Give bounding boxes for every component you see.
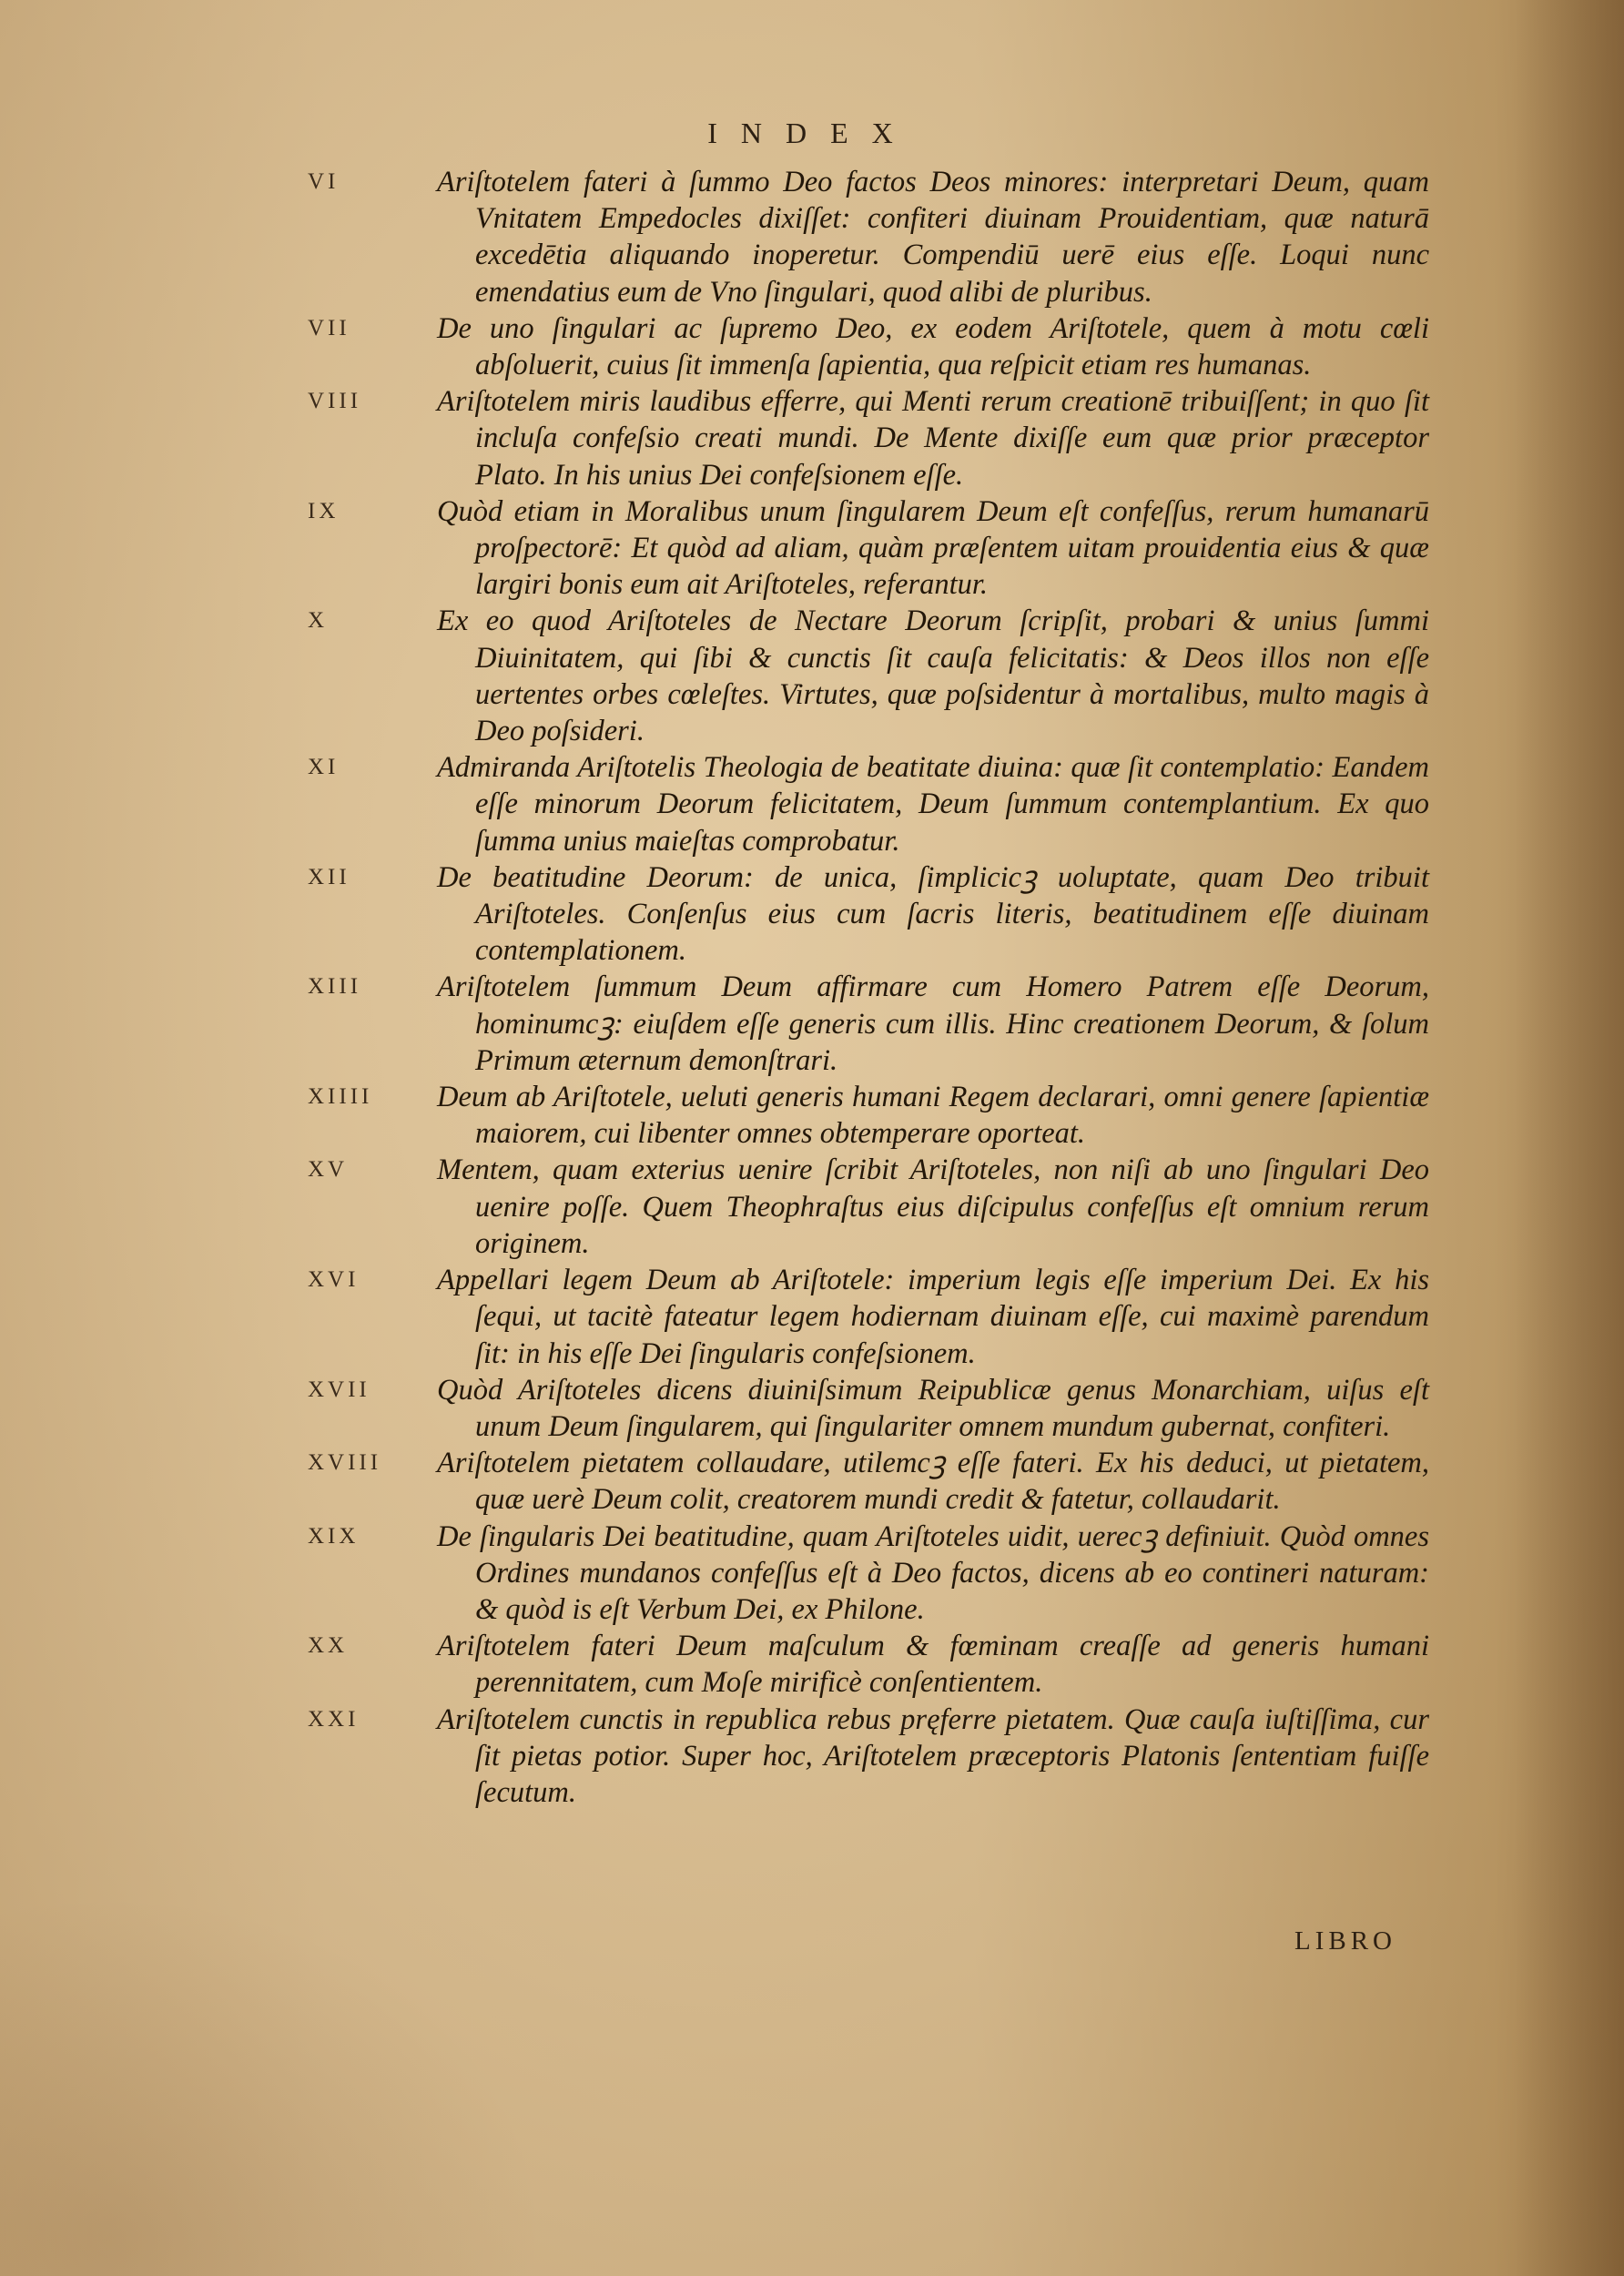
entry-text: Deum ab Ariſtotele, ueluti generis humani Regem declarari, omni genere ſapientiæ maiorem, cui libenter omnes obtemperare oporteat. — [437, 1081, 1429, 1151]
entry-text: Admiranda Ariſtotelis Theologia de beatitate diuina: quæ ſit contemplatio: Eandem eſſe minorum Deorum felicitatem, Deum ſummum contemplantium. Ex quo ſumma unius maieſtas comprobatur. — [437, 751, 1429, 858]
index-entries — [310, 164, 1429, 1811]
entry-text: Ariſtotelem ſummum Deum affirmare cum Homero Patrem eſſe Deorum, hominumcꝫ: eiuſdem eſſe generis cum illis. Hinc creationem Deorum, & ſolum Primum æternum demonſtrari. — [437, 970, 1429, 1077]
index-entry — [310, 1079, 1429, 1152]
entry-numeral: VII — [308, 315, 350, 340]
page-stain — [0, 1894, 546, 2276]
entry-text: Ariſtotelem miris laudibus efferre, qui Menti rerum creationē tribuiſſent; in quo ſit incluſa confeſsio creati mundi. De Mente dixiſſe eum quæ prior præceptor Plato. In his unius Dei confeſsionem eſſe. — [437, 385, 1429, 492]
entry-numeral: IX — [308, 498, 340, 523]
entry-numeral: XI — [308, 755, 340, 780]
entry-numeral: XIII — [308, 974, 362, 1000]
index-entry — [310, 1152, 1429, 1262]
entry-text: Ariſtotelem cunctis in republica rebus pręferre pietatem. Quæ cauſa iuſtiſſima, cur ſit pietas potior. Super hoc, Ariſtotelem præceptoris Platonis ſententiam fuiſſe ſecutum. — [437, 1702, 1429, 1809]
entry-text: Mentem, quam exterius uenire ſcribit Ariſtoteles, non niſi ab uno ſingulari Deo uenire poſſe. Quem Theophraſtus eius diſcipulus confeſſus eſt omnium rerum originem. — [437, 1153, 1429, 1260]
index-entry — [310, 603, 1429, 749]
entry-numeral: XX — [308, 1633, 349, 1659]
index-entry — [310, 1372, 1429, 1445]
entry-numeral: XIIII — [308, 1084, 373, 1110]
entry-text: Ariſtotelem fateri Deum maſculum & fœminam creaſſe ad generis humani perennitatem, cum Moſe mirificè conſentientem. — [437, 1630, 1429, 1700]
entry-numeral: XVII — [308, 1377, 370, 1402]
entry-numeral: XIX — [308, 1523, 360, 1549]
index-entry — [310, 1519, 1429, 1629]
index-entry — [310, 164, 1429, 310]
page-header: INDEX — [707, 117, 917, 149]
index-entry — [310, 1262, 1429, 1372]
entry-text: Quòd Ariſtoteles dicens diuiniſsimum Reipublicæ genus Monarchiam, uiſus eſt unum Deum ſingularem, qui ſingulariter omnem mundum gubernat, confiteri. — [437, 1373, 1429, 1443]
entry-text: De uno ſingulari ac ſupremo Deo, ex eodem Ariſtotele, quem à motu cœli abſoluerit, cuius ſit immenſa ſapientia, qua reſpicit etiam res humanas. — [437, 311, 1429, 382]
page-edge-shadow — [1515, 0, 1624, 2276]
entry-numeral: XVI — [308, 1267, 360, 1293]
index-entry — [310, 749, 1429, 859]
index-entry — [310, 969, 1429, 1079]
entry-text: Appellari legem Deum ab Ariſtotele: imperium legis eſſe imperium Dei. Ex his ſequi, ut tacitè fateatur legem hodiernam diuinam eſſe, cui maximè parendum ſit: in his eſſe Dei ſingularis confeſsionem. — [437, 1264, 1429, 1370]
entry-text: Ariſtotelem fateri à ſummo Deo factos Deos minores: interpretari Deum, quam Vnitatem Empedocles dixiſſet: confiteri diuinam Prouidentiam, quæ naturā excedētia aliquando inoperetur. Compendiū uerē eius eſſe. Loqui nunc emendatius eum de Vno ſingulari, quod alibi de pluribus. — [437, 166, 1429, 309]
index-entry — [310, 859, 1429, 970]
entry-numeral: XXI — [308, 1706, 360, 1732]
index-entry — [310, 1702, 1429, 1812]
index-entry — [310, 383, 1429, 493]
entry-text: Ariſtotelem pietatem collaudare, utilemcꝫ eſſe fateri. Ex his deduci, ut pietatem, quæ uerè Deum colit, creatorem mundi credit & fatetur, collaudarit. — [437, 1447, 1429, 1517]
index-entry — [310, 493, 1429, 604]
entry-text: Ex eo quod Ariſtoteles de Nectare Deorum ſcripſit, probari & unius ſummi Diuinitatem, qui ſibi & cunctis ſit cauſa felicitatis: & Deos illos non eſſe uertentes orbes cœleſtes. Virtutes, quæ poſsidentur à mortalibus, multo magis à Deo poſsideri. — [437, 605, 1429, 748]
catchword: LIBRO — [1294, 1926, 1396, 1956]
entry-text: De ſingularis Dei beatitudine, quam Ariſtoteles uidit, uerecꝫ definiuit. Quòd omnes Ordines mundanos confeſſus eſt à Deo factos, dicens ab eo contineri naturam: & quòd is eſt Verbum Dei, ex Philone. — [437, 1519, 1429, 1626]
index-entry — [310, 310, 1429, 383]
entry-numeral: X — [308, 608, 329, 634]
entry-numeral: XVIII — [308, 1450, 382, 1476]
entry-numeral: VI — [308, 169, 340, 194]
entry-numeral: VIII — [308, 389, 362, 414]
entry-numeral: XII — [308, 864, 350, 889]
index-entry — [310, 1628, 1429, 1701]
index-entry — [310, 1445, 1429, 1518]
entry-text: De beatitudine Deorum: de unica, ſimplicicꝫ uoluptate, quam Deo tribuit Ariſtoteles. Conſenſus eius cum ſacris literis, beatitudinem eſſe diuinam contemplationem. — [437, 860, 1429, 968]
entry-text: Quòd etiam in Moralibus unum ſingularem Deum eſt confeſſus, rerum humanarū proſpectorē: Et quòd ad aliam, quàm præſentem uitam prouidentia eius & quæ largiri bonis eum ait Ariſtoteles, referantur. — [437, 494, 1429, 602]
entry-numeral: XV — [308, 1157, 349, 1183]
